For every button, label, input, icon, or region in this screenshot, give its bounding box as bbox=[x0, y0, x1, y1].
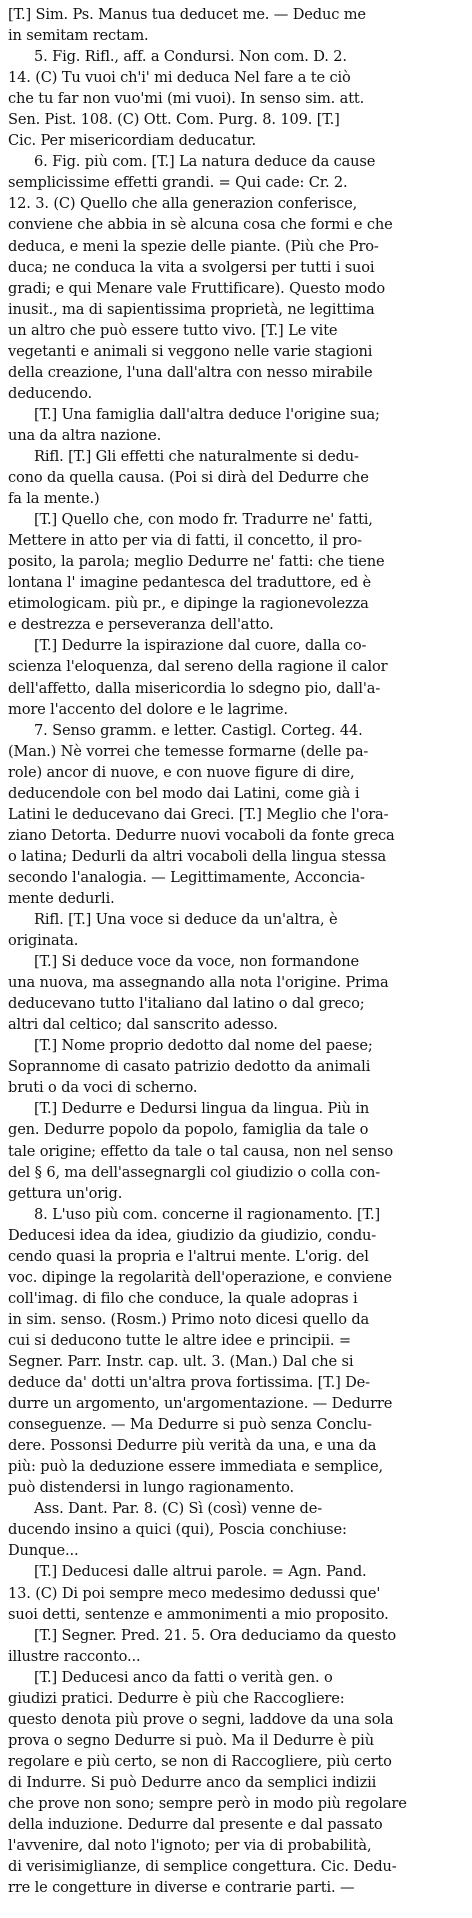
text-line: posito, la parola; meglio Dedurre ne' fatti: che tiene bbox=[8, 553, 385, 571]
text-line: giudizi pratici. Dedurre è più che Raccogliere: bbox=[8, 1689, 345, 1707]
text-line: Mettere in atto per via di fatti, il concetto, il pro- bbox=[8, 532, 362, 550]
text-line: tale origine; effetto da tale o tal causa, non nel senso bbox=[8, 1142, 393, 1160]
text-line: Sen. Pist. 108. (C) Ott. Com. Purg. 8. 109. [T.] bbox=[8, 111, 340, 129]
text-line: di verisimiglianze, di semplice congettura. Cic. Dedu- bbox=[8, 1858, 397, 1876]
text-line: [T.] Dedurre e Dedursi lingua da lingua. Più in bbox=[34, 1100, 370, 1118]
text-line: e destrezza e perseveranza dell'atto. bbox=[8, 616, 274, 634]
text-line: fa la mente.) bbox=[8, 490, 100, 508]
text-line: deducendo. bbox=[8, 384, 92, 402]
text-line: della induzione. Dedurre dal presente e dal passato bbox=[8, 1816, 383, 1834]
text-line: ziano Detorta. Dedurre nuovi vocaboli da fonte greca bbox=[8, 826, 395, 844]
text-line: può distendersi in lungo ragionamento. bbox=[8, 1479, 295, 1497]
text-line: [T.] Si deduce voce da voce, non formandone bbox=[34, 953, 360, 971]
text-line: rre le congetture in diverse e contrarie parti. — bbox=[8, 1879, 355, 1897]
text-line: illustre racconto... bbox=[8, 1647, 141, 1665]
text-line: Deducesi idea da idea, giudizio da giudizio, condu- bbox=[8, 1226, 377, 1244]
text-line: Rifl. [T.] Gli effetti che naturalmente si dedu- bbox=[34, 447, 359, 465]
text-line: bruti o da voci di scherno. bbox=[8, 1079, 198, 1097]
text-line: che prove non sono; sempre però in modo più regolare bbox=[8, 1794, 407, 1812]
text-line: di Indurre. Si può Dedurre anco da semplici indizii bbox=[8, 1773, 377, 1791]
text-line: [T.] Una famiglia dall'altra deduce l'origine sua; bbox=[34, 405, 380, 423]
text-line: questo denota più prove o segni, laddove da una sola bbox=[8, 1710, 394, 1728]
text-line: deduce da' dotti un'altra prova fortissima. [T.] De- bbox=[8, 1374, 370, 1392]
text-line: prova o segno Dedurre si può. Ma il Dedurre è più bbox=[8, 1731, 374, 1749]
text-line: ducendo insino a quici (qui), Poscia conchiuse: bbox=[8, 1521, 347, 1539]
text-line: scienza l'eloquenza, dal sereno della ragione il calor bbox=[8, 658, 388, 676]
text-line: secondo l'analogia. — Legittimamente, Acconcia- bbox=[8, 868, 365, 886]
text-line: dere. Possonsi Dedurre più verità da una, e una da bbox=[8, 1437, 377, 1455]
text-line: un altro che può essere tutto vivo. [T.] Le vite bbox=[8, 321, 338, 339]
text-line: della creazione, l'una dall'altra con nesso mirabile bbox=[8, 363, 373, 381]
text-line: deduca, e meni la spezie delle piante. (Più che Pro- bbox=[8, 237, 379, 255]
text-line: Soprannome di casato patrizio dedotto da animali bbox=[8, 1058, 371, 1076]
text-line: vegetanti e animali si veggono nelle varie stagioni bbox=[8, 342, 373, 360]
text-line: [T.] Quello che, con modo fr. Tradurre ne' fatti, bbox=[34, 511, 373, 529]
text-line: 8. L'uso più com. concerne il ragionamento. [T.] bbox=[34, 1205, 381, 1223]
text-line: una da altra nazione. bbox=[8, 426, 162, 444]
text-line: [T.] Sim. Ps. Manus tua deducet me. — Deduc me bbox=[8, 6, 366, 23]
text-line: Dunque... bbox=[8, 1542, 79, 1560]
text-line: l'avvenire, dal noto l'ignoto; per via di probabilità, bbox=[8, 1837, 372, 1855]
text-line: 5. Fig. Rifl., aff. a Condursi. Non com. D. 2. bbox=[34, 48, 347, 66]
text-line: role) ancor di nuove, e con nuove figure di dire, bbox=[8, 763, 355, 781]
text-line: del § 6, ma dell'assegnargli col giudizio o colla con- bbox=[8, 1163, 381, 1181]
text-line: Latini le deducevano dai Greci. [T.] Meglio che l'ora- bbox=[8, 805, 389, 823]
text-line: [T.] Segner. Pred. 21. 5. Ora deduciamo da questo bbox=[34, 1626, 397, 1644]
text-line: Segner. Parr. Instr. cap. ult. 3. (Man.) Dal che si bbox=[8, 1353, 354, 1370]
text-line: cendo quasi la propria e l'altrui mente. L'orig. del bbox=[8, 1247, 369, 1265]
text-line: (Man.) Nè vorrei che temesse formarne (delle pa- bbox=[8, 742, 369, 760]
text-line: durre un argomento, un'argomentazione. — Dedurre bbox=[8, 1395, 393, 1413]
text-line: etimologicam. più pr., e dipinge la ragionevolezza bbox=[8, 595, 369, 613]
text-line: conseguenze. — Ma Dedurre si può senza Conclu- bbox=[8, 1416, 372, 1434]
text-line: gradi; e qui Menare vale Fruttificare). Questo modo bbox=[8, 279, 386, 297]
text-line: more l'accento del dolore e le lagrime. bbox=[8, 700, 288, 718]
text-line: [T.] Deducesi anco da fatti o verità gen. o bbox=[34, 1668, 333, 1686]
text-line: duca; ne conduca la vita a svolgersi per tutti i suoi bbox=[8, 258, 375, 276]
text-line: coll'imag. di filo che conduce, la quale adopras i bbox=[8, 1289, 358, 1307]
text-line: altri dal celtico; dal sanscrito adesso. bbox=[8, 1016, 278, 1034]
text-line: dell'affetto, dalla misericordia lo sdegno pio, dall'a- bbox=[8, 679, 381, 697]
text-line: Rifl. [T.] Una voce si deduce da un'altra, è bbox=[34, 911, 338, 929]
text-line: Ass. Dant. Par. 8. (C) Sì (così) venne de- bbox=[34, 1500, 323, 1518]
text-line: in sim. senso. (Rosm.) Primo noto dicesi quello da bbox=[8, 1310, 370, 1328]
text-line: o latina; Dedurli da altri vocaboli della lingua stessa bbox=[8, 847, 387, 865]
text-line: cui si deducono tutte le altre idee e principii. = bbox=[8, 1331, 351, 1349]
text-line: cono da quella causa. (Poi si dirà del Dedurre che bbox=[8, 469, 369, 487]
text-line: deducevano tutto l'italiano dal latino o dal greco; bbox=[8, 995, 365, 1013]
text-line: regolare e più certo, se non di Raccogliere, più certo bbox=[8, 1752, 392, 1770]
text-line: una nuova, ma assegnando alla nota l'origine. Prima bbox=[8, 974, 389, 992]
text-line: che tu far non vuo'mi (mi vuoi). In senso sim. att. bbox=[8, 90, 365, 108]
text-line: suoi detti, sentenze e ammonimenti a mio proposito. bbox=[8, 1605, 389, 1623]
text-line: [T.] Deducesi dalle altrui parole. = Agn. Pand. bbox=[34, 1563, 367, 1581]
text-line: 12. 3. (C) Quello che alla generazion conferisce, bbox=[8, 195, 358, 213]
text-line: 6. Fig. più com. [T.] La natura deduce da cause bbox=[34, 153, 376, 171]
text-line: lontana l' imagine pedantesca del traduttore, ed è bbox=[8, 574, 372, 592]
text-line: deducendole con bel modo dai Latini, come già i bbox=[8, 784, 360, 802]
text-line: voc. dipinge la regolarità dell'operazione, e conviene bbox=[8, 1268, 392, 1286]
text-column bbox=[8, 4, 464, 1898]
text-line: originata. bbox=[8, 932, 79, 950]
text-line: più: può la deduzione essere immediata e semplice, bbox=[8, 1458, 383, 1476]
text-line: gettura un'orig. bbox=[8, 1184, 123, 1202]
text-line: inusit., ma di sapientissima proprietà, ne legittima bbox=[8, 300, 375, 318]
text-line: gen. Dedurre popolo da popolo, famiglia da tale o bbox=[8, 1121, 369, 1139]
text-line: semplicissime effetti grandi. = Qui cade: Cr. 2. bbox=[8, 174, 348, 192]
text-line: [T.] Dedurre la ispirazione dal cuore, dalla co- bbox=[34, 637, 367, 655]
text-line: [T.] Nome proprio dedotto dal nome del paese; bbox=[34, 1037, 373, 1055]
text-line: 14. (C) Tu vuoi ch'i' mi deduca Nel fare a te ciò bbox=[8, 69, 351, 87]
text-line: conviene che abbia in sè alcuna cosa che formi e che bbox=[8, 216, 393, 234]
text-line: in semitam rectam. bbox=[8, 27, 149, 45]
text-line: Cic. Per misericordiam deducatur. bbox=[8, 132, 257, 150]
text-line: mente dedurli. bbox=[8, 889, 115, 907]
text-line: 13. (C) Di poi sempre meco medesimo dedussi que' bbox=[8, 1584, 381, 1602]
text-line: 7. Senso gramm. e letter. Castigl. Corteg. 44. bbox=[34, 721, 363, 739]
